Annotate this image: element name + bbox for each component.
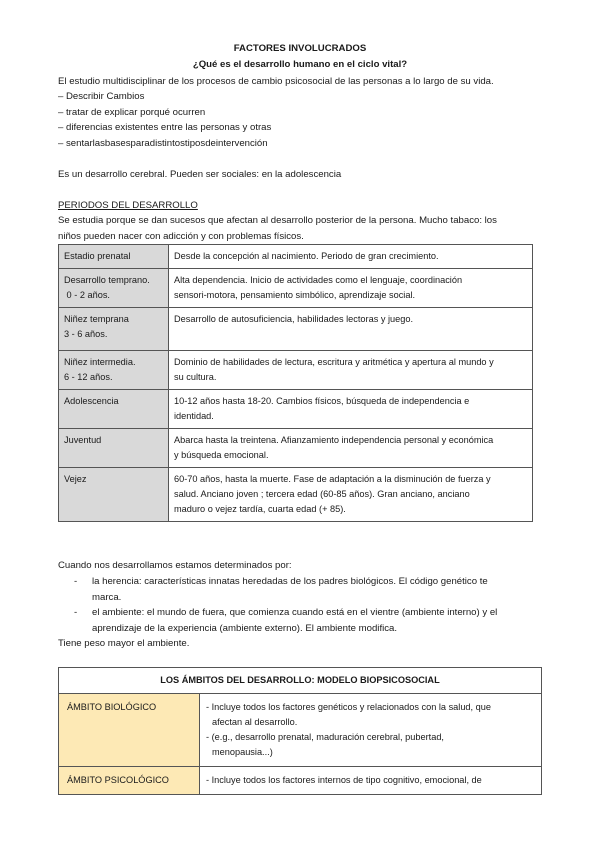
definition-text: El estudio multidisciplinar de los procesos de cambio psicosocial de las personas a lo largo de su vida.	[58, 76, 494, 87]
table-row	[59, 245, 533, 269]
stage-cell: Adolescencia	[59, 390, 169, 429]
description-cell: Alta dependencia. Inicio de actividades como el lenguaje, coordinación sensori-motora, pensamiento simbólico, aprendizaje social.	[169, 269, 533, 308]
periods-paragraph-line: niños pueden nacer con adicción y con problemas físicos.	[58, 231, 304, 242]
list-item: - el ambiente: el mundo de fuera, que comienza cuando está en el vientre (ambiente interno) y el aprendizaje de la experiencia (ambiente externo). El ambiente modifica.	[74, 607, 498, 634]
description-cell: 60-70 años, hasta la muerte. Fase de adaptación a la disminución de fuerza y salud. Anciano joven ; tercera edad (60-85 años). Gran anciano, anciano maduro o vejez tardía, cuarta edad (+ 85).	[169, 468, 533, 522]
page-title: FACTORES INVOLUCRADOS	[233, 43, 367, 54]
stage-cell: Juventud	[59, 429, 169, 468]
note-text: Es un desarrollo cerebral. Pueden ser sociales: en la adolescencia	[58, 169, 342, 180]
table-row	[59, 468, 533, 522]
periods-table	[58, 244, 533, 522]
determinants-closing: Tiene peso mayor el ambiente.	[58, 638, 190, 649]
table-header-row	[59, 668, 542, 694]
description-cell: Dominio de habilidades de lectura, escritura y aritmética y apertura al mundo y su cultura.	[169, 351, 533, 390]
ambito-name-cell: ÁMBITO BIOLÓGICO	[59, 694, 200, 767]
ambitos-table	[58, 667, 542, 795]
section-heading-periods: PERIODOS DEL DESARROLLO	[58, 200, 198, 211]
stage-cell: Niñez temprana 3 - 6 años.	[59, 308, 169, 351]
ambito-description-cell: - Incluye todos los factores genéticos y relacionados con la salud, que afectan al desarrollo. - (e.g., desarrollo prenatal, maduración cerebral, pubertad, menopausia...)	[200, 694, 542, 767]
table-row	[59, 351, 533, 390]
goal-item: – sentarlasbasesparadistintostiposdeintervención	[58, 138, 268, 149]
periods-paragraph-line: Se estudia porque se dan sucesos que afectan al desarrollo posterior de la persona. Mucho tabaco: los	[58, 215, 497, 226]
stage-cell: Vejez	[59, 468, 169, 522]
table-row	[59, 390, 533, 429]
goal-item: – diferencias existentes entre las personas y otras	[58, 122, 272, 133]
determinants-intro: Cuando nos desarrollamos estamos determinados por:	[58, 560, 292, 571]
table-row	[59, 308, 533, 351]
goal-item: – Describir Cambios	[58, 91, 145, 102]
table-row	[59, 767, 542, 795]
table-row	[59, 429, 533, 468]
description-cell: 10-12 años hasta 18-20. Cambios físicos, búsqueda de independencia e identidad.	[169, 390, 533, 429]
table-row	[59, 694, 542, 767]
stage-cell: Niñez intermedia. 6 - 12 años.	[59, 351, 169, 390]
ambito-name-cell: ÁMBITO PSICOLÓGICO	[59, 767, 200, 795]
description-cell: Desarrollo de autosuficiencia, habilidades lectoras y juego.	[169, 308, 533, 351]
stage-cell: Desarrollo temprano. 0 - 2 años.	[59, 269, 169, 308]
description-cell: Abarca hasta la treintena. Afianzamiento independencia personal y económica y búsqueda emocional.	[169, 429, 533, 468]
ambito-description-cell: - Incluye todos los factores internos de tipo cognitivo, emocional, de	[200, 767, 542, 795]
description-cell: Desde la concepción al nacimiento. Periodo de gran crecimiento.	[169, 245, 533, 269]
goal-item: – tratar de explicar porqué ocurren	[58, 107, 206, 118]
ambitos-title: LOS ÁMBITOS DEL DESARROLLO: MODELO BIOPSICOSOCIAL	[59, 668, 542, 694]
table-row	[59, 269, 533, 308]
page-subtitle: ¿Qué es el desarrollo humano en el ciclo vital?	[192, 59, 408, 70]
determinants-list	[58, 574, 538, 636]
list-item: - la herencia: características innatas heredadas de los padres biológicos. El código genético te marca.	[74, 576, 488, 603]
stage-cell: Estadio prenatal	[59, 245, 169, 269]
